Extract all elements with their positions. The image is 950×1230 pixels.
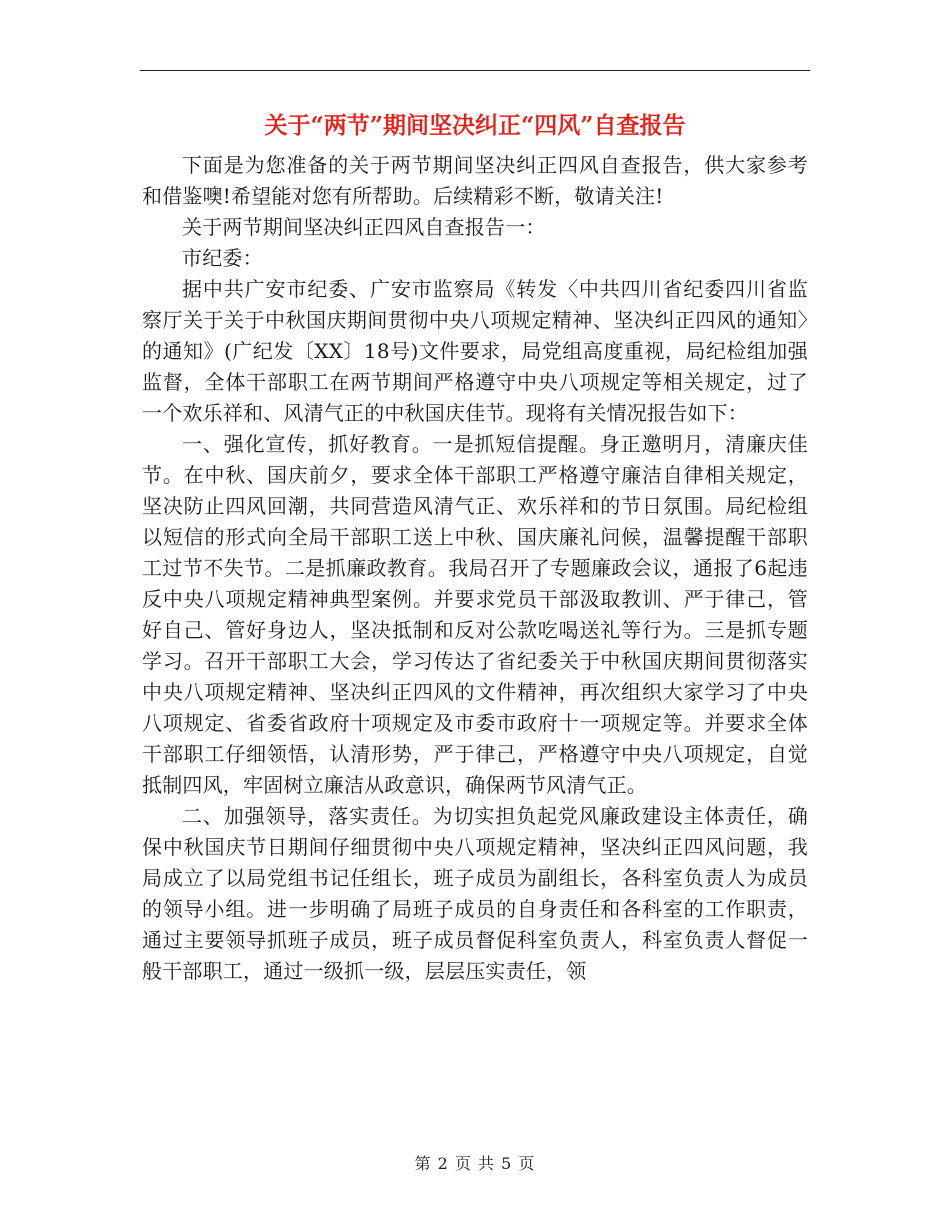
body-paragraph-leadership: 二、加强领导，落实责任。为切实担负起党风廉政建设主体责任，确保中秋国庆节日期间仔细贯彻中央八项规定精神，坚决纠正四风问题，我局成立了以局党组书记任组长，班子成员为副组长，各科室负责人为成员的领导小组。进一步明确了局班子成员的自身责任和各科室的工作职责，通过主要领导抓班子成员，班子成员督促科室负责人，科室负责人督促一般干部职工，通过一级抓一级，层层压实责任，领: [142, 804, 808, 983]
body-paragraph-background: 据中共广安市纪委、广安市监察局《转发〈中共四川省纪委四川省监察厅关于关于中秋国庆期间贯彻中央八项规定精神、坚决纠正四风的通知〉的通知》(广纪发〔XX〕18号)文件要求，局党组高度重视，局纪检组加强监督，全体干部职工在两节期间严格遵守中央八项规定等相关规定，过了一个欢乐祥和、风清气正的中秋国庆佳节。现将有关情况报告如下：: [142, 277, 808, 425]
body-paragraph-education: 一、强化宣传，抓好教育。一是抓短信提醒。身正邀明月，清廉庆佳节。在中秋、国庆前夕，要求全体干部职工严格遵守廉洁自律相关规定，坚决防止四风回潮，共同营造风清气正、欢乐祥和的节日氛围。局纪检组以短信的形式向全局干部职工送上中秋、国庆廉礼问候，温馨提醒干部职工过节不失节。二是抓廉政教育。我局召开了专题廉政会议，通报了6起违反中央八项规定精神典型案例。并要求党员干部汲取教训、严于律己，管好自己、管好身边人，坚决抵制和反对公款吃喝送礼等行为。三是抓专题学习。召开干部职工大会，学习传达了省纪委关于中秋国庆期间贯彻落实中央八项规定精神、坚决纠正四风的文件精神，再次组织大家学习了中央八项规定、省委省政府十项规定及市委市政府十一项规定等。并要求全体干部职工仔细领悟，认清形势，严于律己，严格遵守中央八项规定，自觉抵制四风，牢固树立廉洁从政意识，确保两节风清气正。: [142, 432, 808, 797]
recipient-line: 市纪委：: [182, 246, 263, 270]
page-indicator: 第 2 页 共 5 页: [414, 1154, 536, 1173]
intro-paragraph: 下面是为您准备的关于两节期间坚决纠正四风自查报告，供大家参考和借鉴噢!希望能对您有所帮助。后续精彩不断，敬请关注!: [142, 153, 808, 208]
report-heading: 关于两节期间坚决纠正四风自查报告一：: [182, 215, 546, 239]
document-body: [142, 150, 808, 987]
document-title: 关于“两节”期间坚决纠正“四风”自查报告: [264, 112, 686, 139]
header-rule: [140, 70, 810, 71]
